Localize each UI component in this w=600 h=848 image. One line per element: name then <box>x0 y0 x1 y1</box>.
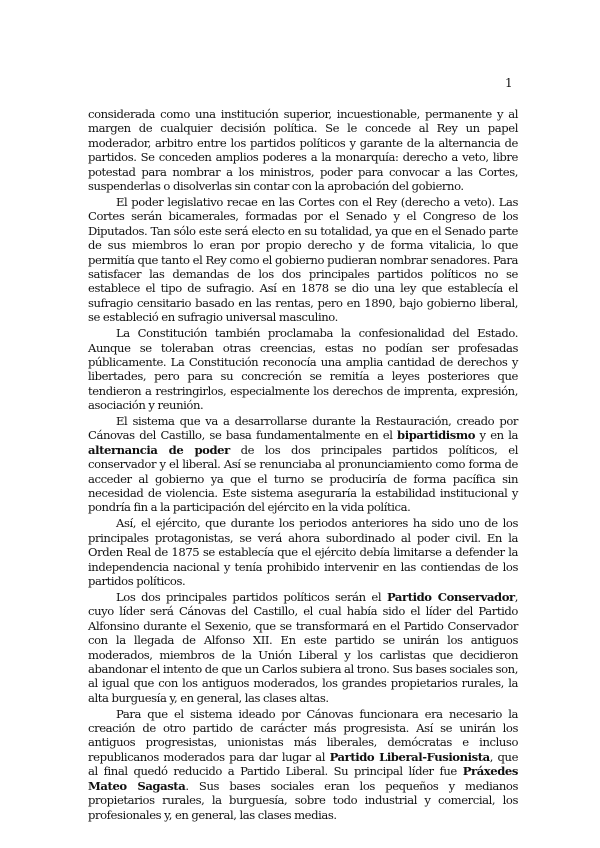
bold-term: alternancia de poder <box>88 442 230 457</box>
text-segment: y en la <box>475 428 519 443</box>
text-segment: La Constitución también proclamaba la confesionalidad del Estado. Aunque se toleraban otras creencias, estas no podían ser profesadas públicamente. La Constitución reconocía una amplia cantidad de derechos y libertades, pero para su concreción se remitía a leyes posteriores que tendieron a restringirlos, especialmente los derechos de imprenta, expresión, asociación y reunión. <box>88 326 518 413</box>
bold-term: Partido Liberal-Fusionista <box>329 749 490 764</box>
paragraph-7 <box>88 707 518 822</box>
text-segment: El sistema que va a desarrollarse durante la Restauración, creado por Cánovas del Castillo, se basa fundamentalmente en el <box>88 414 518 443</box>
paragraph-4 <box>88 414 518 515</box>
text-segment: Así, el ejército, que durante los periodos anteriores ha sido uno de los principales protagonistas, se verá ahora subordinado al poder civil. En la Orden Real de 1875 se establecía que el ejército debía limitarse a defender la independencia nacional y tenía prohibido intervenir en las contiendas de los partidos políticos. <box>88 516 518 588</box>
text-segment: de los dos principales partidos políticos, el conservador y el liberal. Así se renunciaba al pronunciamiento como forma de acceder al gobierno ya que el turno se produciría de forma pacífica sin necesidad de violencia. Este sistema aseguraría la estabilidad institucional y pondría fin a la participación del ejército en la vida política. <box>88 442 518 515</box>
text-segment: , que al final quedó reducido a Partido Liberal. Su principal líder fue <box>88 749 519 779</box>
paragraph-3 <box>88 326 518 412</box>
bold-term: Partido Conservador <box>386 589 515 604</box>
paragraph-2 <box>88 195 518 325</box>
paragraph-5 <box>88 516 518 588</box>
bold-term: bipartidismo <box>397 428 476 443</box>
text-segment: considerada como una institución superior, incuestionable, permanente y al margen de cualquier decisión política. Se le concede al Rey un papel moderador, arbitro entre los partidos políticos y garante de la alternancia de partidos. Se conceden amplios poderes a la monarquía: derecho a veto, libre potestad para nombrar a los ministros, poder para convocar a las Cortes, suspenderlas o disolverlas sin contar con la aprobación del gobierno. <box>88 107 518 194</box>
paragraph-1 <box>88 107 518 193</box>
paragraph-6 <box>88 590 518 705</box>
text-segment: , cuyo líder será Cánovas del Castillo, el cual había sido el líder del Partido Alfonsino durante el Sexenio, que se transformará en el Partido Conservador con la llegada de Alfonso XII. En este partido se unirán los antiguos moderados, miembros de la Unión Liberal y los carlistas que decidieron abandonar el intento de que un Carlos subiera al trono. Sus bases sociales son, al igual que con los antiguos moderados, los grandes propietarios rurales, la alta burguesía y, en general, las clases altas. <box>88 589 518 705</box>
page-number: 1 <box>505 76 513 90</box>
text-segment: Para que el sistema ideado por Cánovas funcionara era necesario la creación de otro partido de carácter más progresista. Así se unirán los antiguos progresistas, unionistas más liberales, demócratas e incluso republicanos moderados para dar lugar al <box>88 706 518 764</box>
text-segment: . Sus bases sociales eran los pequeños y medianos propietarios rurales, la burguesía, sobre todo industrial y comercial, los profesionales y, en general, las clases medias. <box>88 778 518 822</box>
bold-term: Práxedes Mateo Sagasta <box>88 764 518 793</box>
document-body <box>88 107 518 823</box>
text-segment: Los dos principales partidos políticos serán el <box>116 589 387 604</box>
text-segment: El poder legislativo recae en las Cortes con el Rey (derecho a veto). Las Cortes serán bicamerales, formadas por el Senado y el Congreso de los Diputados. Tan sólo este será electo en su totalidad, ya que en el Senado parte de sus miembros lo eran por propio derecho y de forma vitalicia, lo que permitía que tanto el Rey como el gobierno pudieran nombrar senadores. Para satisfacer las demandas de los dos principales partidos políticos no se establece el tipo de sufragio. Así en 1878 se dio una ley que establecía el sufragio censitario basado en las rentas, pero en 1890, bajo gobierno liberal, se estableció en sufragio universal masculino. <box>88 194 518 325</box>
